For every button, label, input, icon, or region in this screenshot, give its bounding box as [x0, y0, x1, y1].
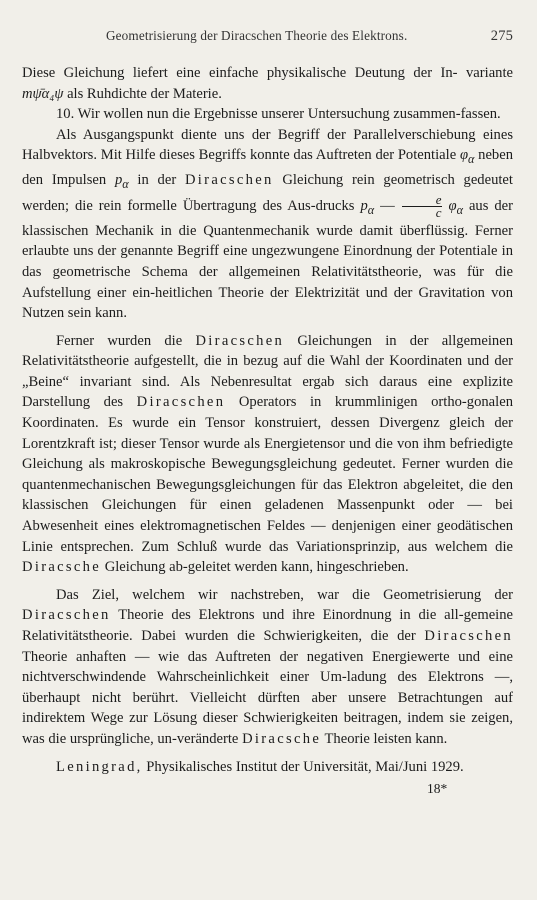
body-text: [22, 63, 513, 799]
signoff: [22, 757, 513, 778]
signature-mark: 18*: [427, 781, 448, 797]
fraction-e-over-c: [402, 194, 442, 219]
dirac-name: Diracschen: [184, 171, 274, 188]
dirac-name: Diracsche: [22, 559, 102, 576]
p5-text-d: Theorie leisten kann.: [324, 730, 448, 747]
p5-text-a: Das Ziel, welchem wir nachstreben, war die Geometrisierung der: [56, 586, 513, 603]
p4-text-a: Ferner wurden die: [56, 332, 183, 349]
p5-text-b: Theorie des Elektrons und ihre Einordnung in die all-gemeine Relativitätstheorie. Dabei wurden die Schwierigkeiten, die der: [22, 607, 514, 644]
phi-glyph: φ: [459, 147, 469, 164]
p1-line1: Diese Gleichung liefert eine einfache physikalische Deutung der In-: [22, 65, 458, 81]
signoff-text: Physikalisches Institut der Universität, Mai/Juni 1929.: [146, 758, 464, 775]
paragraph-5: [22, 585, 513, 750]
p4-text-d: Gleichung ab-geleitet werden kann, hingeschrieben.: [104, 559, 409, 576]
p-glyph: p: [114, 171, 123, 188]
paragraph-2: [22, 104, 513, 125]
paragraph-1: [22, 63, 513, 104]
running-title: Geometrisierung der Diracschen Theorie des Elektrons.: [106, 28, 408, 43]
signoff-city: Leningrad,: [56, 758, 143, 775]
section-number: 10.: [56, 106, 75, 123]
dirac-name: Diracsche: [242, 730, 322, 747]
expression-phi: [448, 198, 463, 218]
p3-text-d: Gleichung rein geometrisch gedeutet werden; die rein formelle Übertragung des Aus-drucks: [22, 171, 513, 215]
alpha-sub: α: [468, 152, 475, 167]
paragraph-3: [22, 125, 513, 324]
p3-text-c: in der: [137, 171, 177, 188]
p2-text: Wir wollen nun die Ergebnisse unserer Untersuchung zusammen-fassen.: [77, 106, 501, 123]
dirac-name: Diracschen: [424, 628, 513, 644]
dirac-name: Diracschen: [136, 394, 226, 411]
dirac-name: Diracschen: [195, 332, 285, 349]
p1-text-a: variante: [466, 65, 513, 81]
p-glyph-2: p: [360, 198, 368, 215]
paragraph-4: [22, 331, 513, 578]
phi-glyph-2: φ: [448, 198, 457, 215]
p3-text-b: neben den Impulsen: [22, 147, 514, 188]
signature-mark-row: [22, 777, 513, 799]
frac-denominator: c: [402, 206, 442, 219]
dirac-name: Diracschen: [22, 607, 111, 624]
minus-sign: —: [380, 198, 395, 215]
running-header: [22, 28, 513, 48]
invariant-formula: mψ̄α₄ψ: [22, 85, 64, 102]
p3-text-a: Als Ausgangspunkt diente uns der Begriff der Parallelverschiebung eines Halbvektors. Mit Hilfe dieses Begriffs konnte das Auftreten der Potentiale: [22, 126, 513, 164]
p1-text-b: als Ruhdichte der Materie.: [67, 85, 222, 102]
expression-p: [360, 198, 375, 218]
p4-text-b: Gleichungen in der allgemeinen Relativitätstheorie aufgestellt, die in bezug auf die Wahl der Koordinaten und der „Beine“ invariant sind. Als Nebenresultat ergab sich daraus eine explizite Darstellung des: [22, 332, 514, 411]
page-number: 275: [490, 28, 513, 44]
p4-text-c: Operators in krummlinigen ortho-gonalen Koordinaten. Es wurde ein Tensor konstruiert, dessen Divergenz gleich der Lorentzkraft ist; dieser Tensor wurde als Energietensor und die von ihm befriedigte Gleichung als makroskopische Bewegungsgleichung gedeutet. Ferner wurden die quantenmechanischen Bewegungsgleichungen für das Elektron abgeleitet, die den klassischen Gleichungen für einen geladenen Massenpunkt oder — bei Abwesenheit eines elektromagnetischen Feldes — denjenigen einer geodätischen Linie entsprechen. Zum Schluß wurde das Variationsprinzip, aus welchem die: [22, 394, 513, 555]
momentum-symbol: [114, 171, 129, 191]
potential-symbol: [459, 147, 475, 167]
p3-text-e: aus der klassischen Mechanik in die Quantenmechanik wurde damit überflüssig. Ferner erlaubte uns der genannte Begriff eine ungezwungene Einordnung der Potentiale in das geometrische Schema der allgemeinen Relativitätstheorie, was für die Aufstellung einer ein-heitlichen Theorie der Elektrizität und der Gravitation von Nutzen sein kann.: [22, 198, 513, 322]
p5-text-c: Theorie anhaften — wie das Auftreten der negativen Energiewerte und eine nichtverschwindende Wahrscheinlichkeit einer Um-ladung des Elektrons —, überhaupt nicht berührt. Vielleicht dürften aber unsere Betrachtungen auf indirektem Wege zur Lösung dieser Schwierigkeiten beitragen, indem sie zeigen, was die ursprüngliche, un-veränderte: [22, 648, 513, 747]
alpha-sub-3: α: [367, 203, 375, 218]
alpha-sub-4: α: [456, 203, 463, 218]
alpha-sub-2: α: [122, 176, 129, 191]
frac-numerator: e: [435, 192, 442, 208]
